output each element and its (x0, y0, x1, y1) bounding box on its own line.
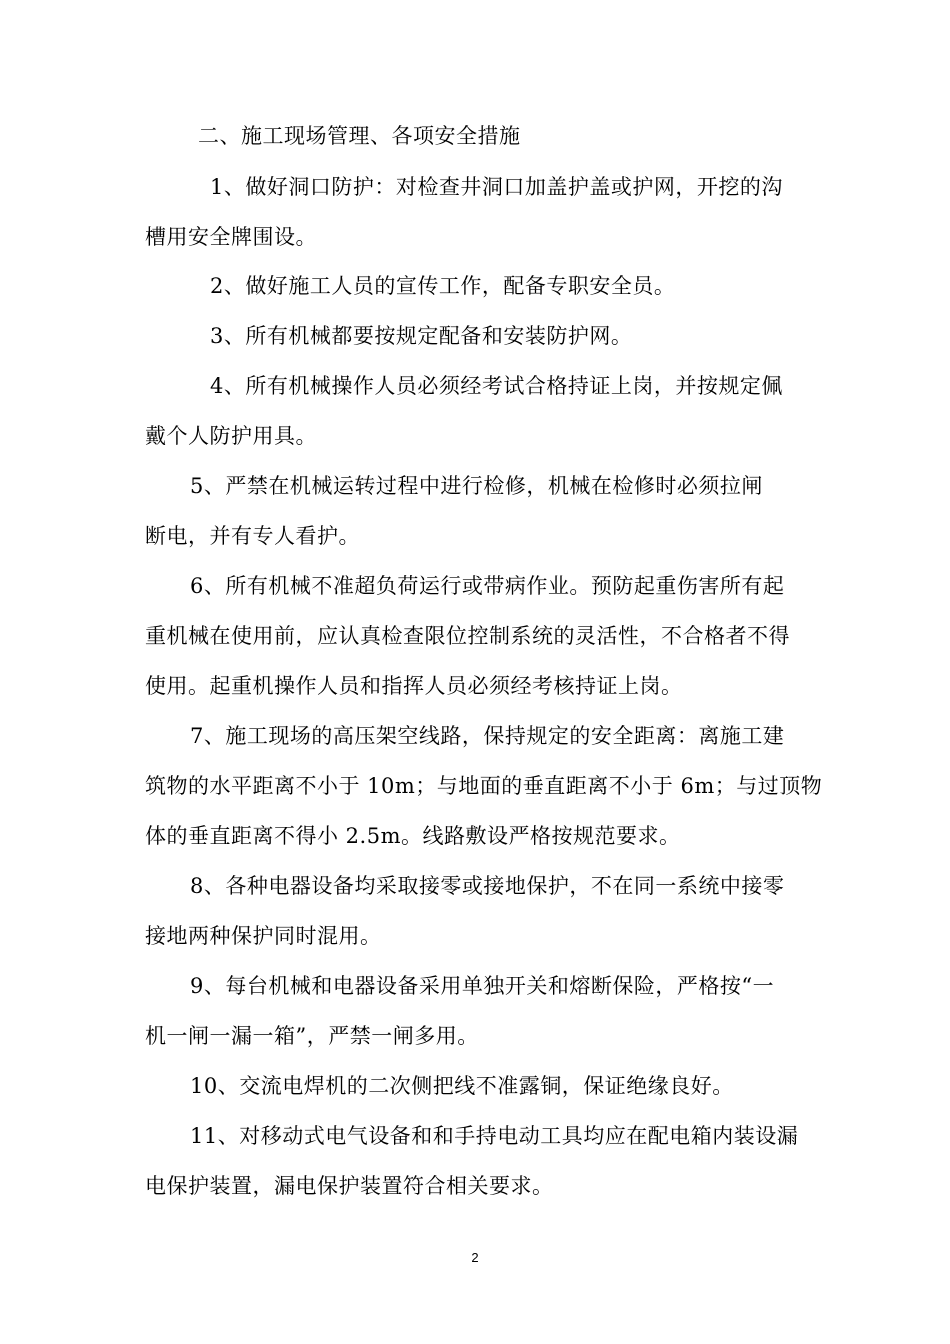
paragraph-line: 体的垂直距离不得小 2.5m。线路敷设严格按规范要求。 (145, 824, 681, 848)
paragraph-line: 5、严禁在机械运转过程中进行检修，机械在检修时必须拉闸 (190, 474, 763, 498)
paragraph-line: 8、各种电器设备均采取接零或接地保护，不在同一系统中接零 (190, 874, 785, 898)
paragraph-line: 接地两种保护同时混用。 (145, 924, 382, 948)
paragraph-line: 9、每台机械和电器设备采用单独开关和熔断保险，严格按“一 (190, 974, 775, 998)
paragraph-line: 6、所有机械不准超负荷运行或带病作业。预防起重伤害所有起 (190, 574, 785, 598)
paragraph-line: 4、所有机械操作人员必须经考试合格持证上岗，并按规定佩 (210, 374, 783, 398)
paragraph-line: 机一闸一漏一箱”，严禁一闸多用。 (145, 1024, 479, 1048)
paragraph-line: 11、对移动式电气设备和和手持电动工具均应在配电箱内装设漏 (190, 1124, 799, 1148)
paragraph-line: 戴个人防护用具。 (145, 424, 317, 448)
paragraph-line: 7、施工现场的高压架空线路，保持规定的安全距离：离施工建 (190, 724, 785, 748)
paragraph-line: 10、交流电焊机的二次侧把线不准露铜，保证绝缘良好。 (190, 1074, 734, 1098)
paragraph-line: 电保护装置，漏电保护装置符合相关要求。 (145, 1174, 554, 1198)
paragraph-line: 1、做好洞口防护：对检查井洞口加盖护盖或护网，开挖的沟 (210, 175, 783, 199)
paragraph-line: 3、所有机械都要按规定配备和安装防护网。 (210, 324, 633, 348)
paragraph-line: 槽用安全牌围设。 (145, 225, 317, 249)
page-number: 2 (471, 1250, 479, 1265)
paragraph-line: 2、做好施工人员的宣传工作，配备专职安全员。 (210, 274, 676, 298)
section-heading: 二、施工现场管理、各项安全措施 (198, 124, 521, 148)
paragraph-line: 断电，并有专人看护。 (145, 524, 360, 548)
paragraph-line: 筑物的水平距离不小于 10m；与地面的垂直距离不小于 6m；与过顶物 (145, 774, 823, 798)
paragraph-line: 重机械在使用前，应认真检查限位控制系统的灵活性，不合格者不得 (145, 624, 790, 648)
paragraph-line: 使用。起重机操作人员和指挥人员必须经考核持证上岗。 (145, 674, 683, 698)
